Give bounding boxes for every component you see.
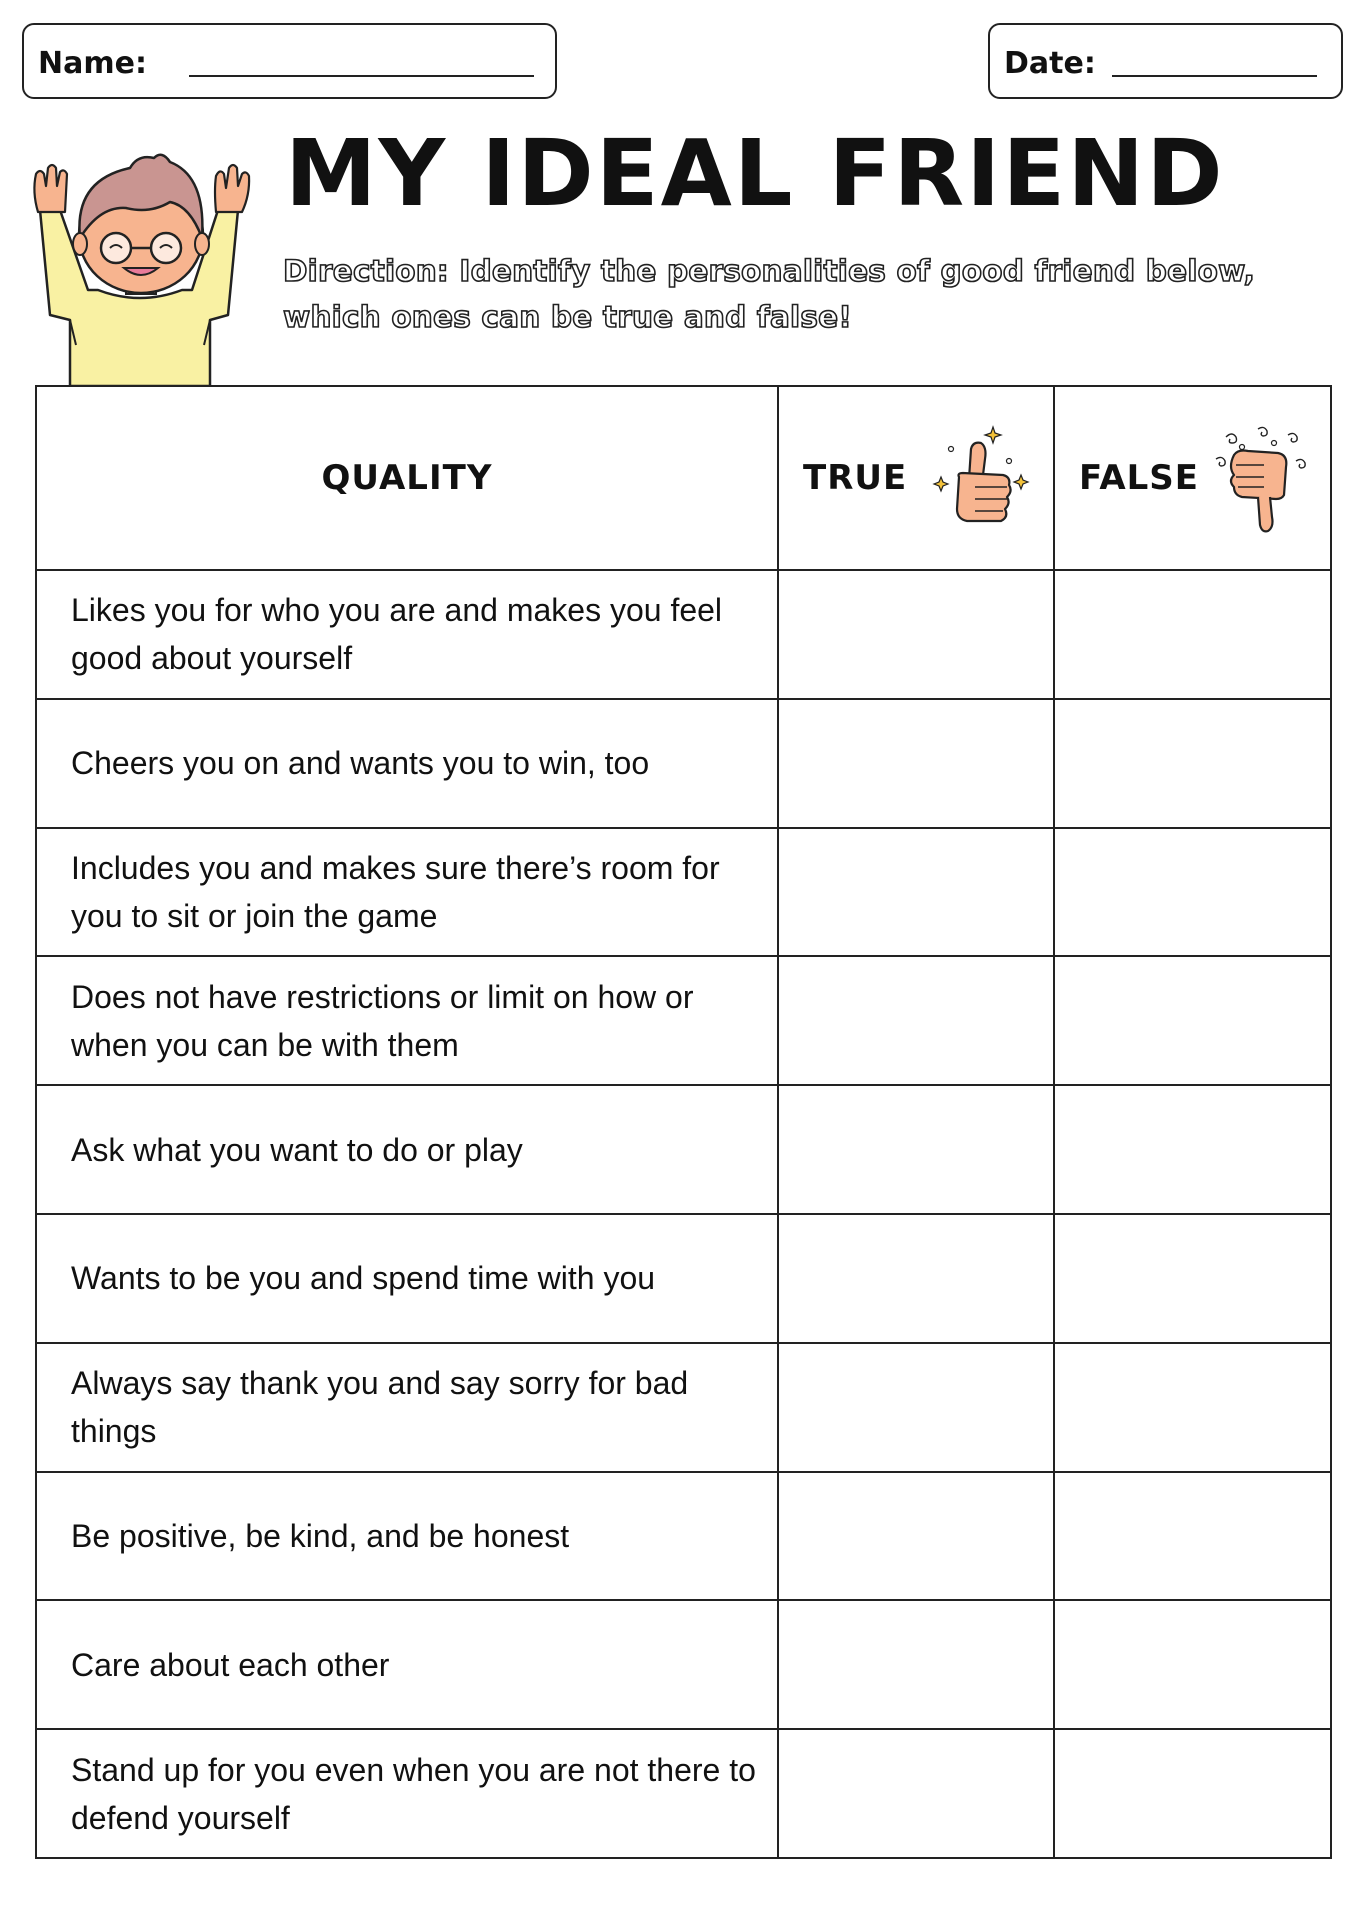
worksheet-title: MY IDEAL FRIEND — [285, 120, 1225, 227]
name-field-box — [22, 23, 557, 99]
true-header-label: TRUE — [803, 458, 908, 498]
true-answer-cell[interactable] — [778, 828, 1054, 957]
directions-text: Direction: Identify the personalities of good friend below, which ones can be true and false! — [283, 254, 1256, 334]
false-answer-cell[interactable] — [1054, 699, 1331, 828]
quality-cell — [36, 1472, 778, 1601]
quality-table — [35, 385, 1332, 1859]
name-label: Name: — [38, 46, 147, 81]
thumbs-down-icon — [1208, 425, 1308, 537]
false-answer-cell[interactable] — [1054, 570, 1331, 699]
table-row — [36, 1600, 1331, 1729]
true-answer-cell[interactable] — [778, 1729, 1054, 1858]
quality-text: Cheers you on and wants you to win, too — [71, 745, 650, 782]
quality-text: Care about each other — [71, 1646, 390, 1683]
name-input-line[interactable] — [189, 75, 534, 77]
quality-column-header — [36, 386, 778, 570]
quality-text: Wants to be you and spend time with you — [71, 1260, 656, 1297]
true-answer-cell[interactable] — [778, 1472, 1054, 1601]
quality-text: Be positive, be kind, and be honest — [71, 1517, 570, 1554]
quality-cell — [36, 699, 778, 828]
quality-cell — [36, 1085, 778, 1214]
quality-text: Always say thank you and say sorry for bad things — [71, 1365, 689, 1450]
cheering-child-illustration — [30, 140, 260, 386]
table-row — [36, 1085, 1331, 1214]
false-answer-cell[interactable] — [1054, 956, 1331, 1085]
false-header-label: FALSE — [1079, 458, 1200, 498]
true-answer-cell[interactable] — [778, 570, 1054, 699]
table-row — [36, 1729, 1331, 1858]
date-label: Date: — [1004, 46, 1096, 81]
table-header-row — [36, 386, 1331, 570]
table-row — [36, 1472, 1331, 1601]
quality-cell — [36, 1214, 778, 1343]
quality-cell — [36, 1343, 778, 1472]
false-answer-cell[interactable] — [1054, 1472, 1331, 1601]
table-row — [36, 570, 1331, 699]
true-answer-cell[interactable] — [778, 1214, 1054, 1343]
false-answer-cell[interactable] — [1054, 828, 1331, 957]
quality-text: Does not have restrictions or limit on how or when you can be with them — [71, 978, 694, 1063]
true-answer-cell[interactable] — [778, 1600, 1054, 1729]
quality-cell — [36, 1600, 778, 1729]
quality-text: Likes you for who you are and makes you feel good about yourself — [71, 592, 723, 677]
false-answer-cell[interactable] — [1054, 1729, 1331, 1858]
quality-cell — [36, 570, 778, 699]
false-answer-cell[interactable] — [1054, 1085, 1331, 1214]
quality-text: Includes you and makes sure there’s room for you to sit or join the game — [71, 849, 720, 934]
table-row — [36, 828, 1331, 957]
date-field-box — [988, 23, 1343, 99]
quality-cell — [36, 828, 778, 957]
quality-cell — [36, 956, 778, 1085]
false-column-header — [1054, 386, 1331, 570]
false-answer-cell[interactable] — [1054, 1214, 1331, 1343]
thumbs-up-icon — [931, 425, 1031, 537]
table-row — [36, 1343, 1331, 1472]
date-input-line[interactable] — [1112, 75, 1317, 77]
false-answer-cell[interactable] — [1054, 1343, 1331, 1472]
table-row — [36, 699, 1331, 828]
table-row — [36, 956, 1331, 1085]
quality-header-label: QUALITY — [321, 458, 493, 498]
quality-text: Stand up for you even when you are not there to defend yourself — [71, 1751, 756, 1836]
true-answer-cell[interactable] — [778, 699, 1054, 828]
true-answer-cell[interactable] — [778, 1343, 1054, 1472]
true-answer-cell[interactable] — [778, 956, 1054, 1085]
false-answer-cell[interactable] — [1054, 1600, 1331, 1729]
true-column-header — [778, 386, 1054, 570]
quality-text: Ask what you want to do or play — [71, 1131, 523, 1168]
true-answer-cell[interactable] — [778, 1085, 1054, 1214]
quality-cell — [36, 1729, 778, 1858]
table-row — [36, 1214, 1331, 1343]
